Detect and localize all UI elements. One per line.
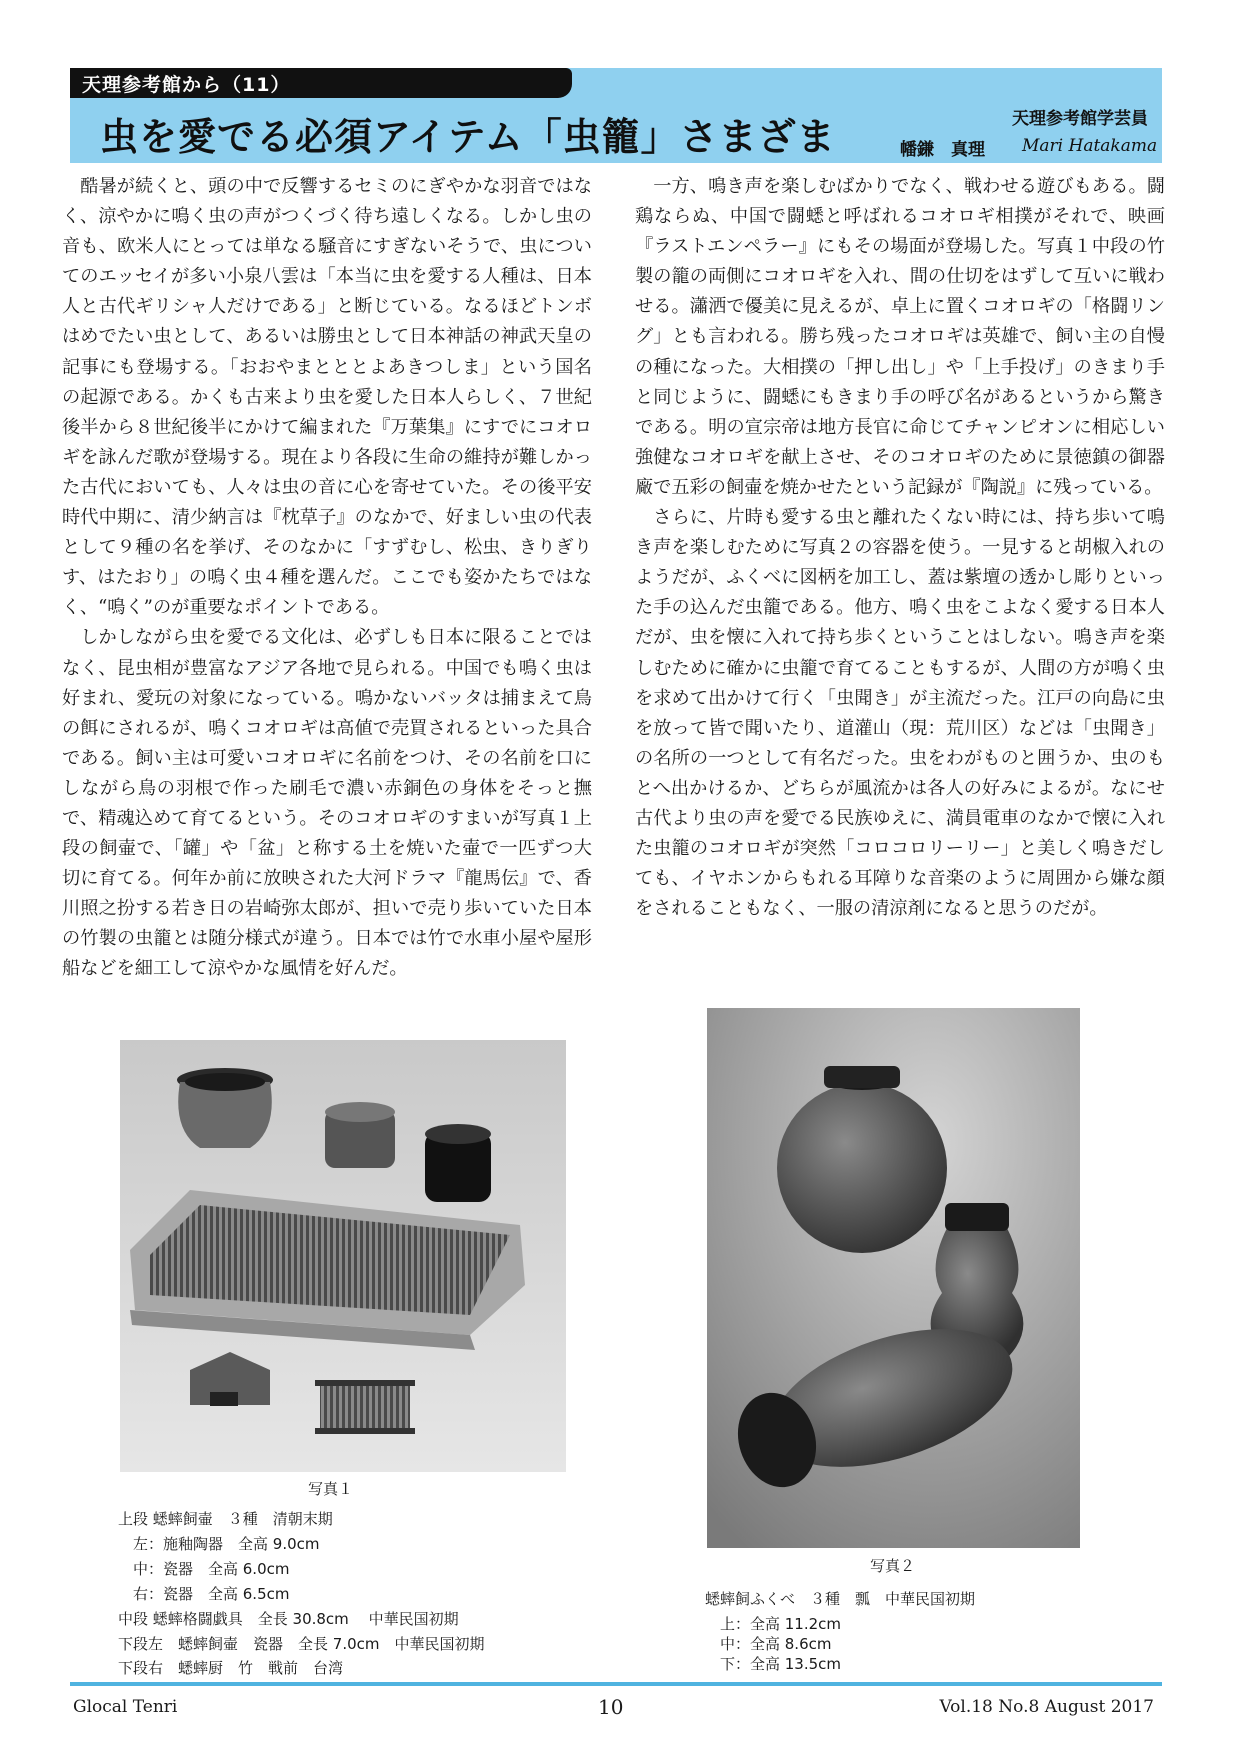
author-name-en: Mari Hatakama: [1022, 136, 1158, 156]
article-column-left: [62, 172, 592, 985]
footer-magazine-name: Glocal Tenri: [73, 1697, 178, 1717]
footer-rule: [70, 1682, 1162, 1686]
photo-1-caption-line: 右：瓷器 全高 6.5cm: [118, 1585, 290, 1603]
page-number: 10: [598, 1695, 624, 1719]
paragraph: しかしながら虫を愛でる文化は、必ずしも日本に限ることではなく、昆虫相が豊富なアジア各地で見られる。中国でも鳴く虫は好まれ、愛玩の対象になっている。鳴かないバッタは捕まえて鳥の餌にされるが、鳴くコオロギは高値で売買されるといった具合である。飼い主は可愛いコオロギに名前をつけ、その名前を口にしながら鳥の羽根で作った刷毛で濃い赤銅色の身体をそっと撫で、精魂込めて育てるという。そのコオロギのすまいが写真１上段の飼壷で、「罐」や「盆」と称する土を焼いた壷で一匹ずつ大切に育てる。何年か前に放映された大河ドラマ『龍馬伝』で、香川照之扮する若き日の岩崎弥太郎が、担いで売り歩いていた日本の竹製の虫籠とは随分様式が違う。日本では竹で水車小屋や屋形船などを細工して涼やかな風情を好んだ。: [62, 627, 592, 980]
photo-2-label: 写真２: [870, 1557, 916, 1575]
article-title: 虫を愛でる必須アイテム「虫籠」さまざま: [100, 114, 836, 159]
photo-2-caption-line: 下：全高 13.5cm: [705, 1655, 842, 1673]
photo-2-caption-line: 上：全高 11.2cm: [705, 1615, 842, 1633]
photo-2: [707, 1008, 1080, 1548]
paragraph: さらに、片時も愛する虫と離れたくない時には、持ち歩いて鳴き声を楽しむために写真２の容器を使う。一見すると胡椒入れのようだが、ふくべに図柄を加工し、蓋は紫壇の透かし彫りといった手の込んだ虫籠である。他方、鳴く虫をこよなく愛する日本人だが、虫を懐に入れて持ち歩くということはしない。鳴き声を楽しむために確かに虫籠で育てることもするが、人間の方が鳴く虫を求めて出かけて行く「虫聞き」が主流だった。江戸の向島に虫を放って皆で聞いたり、道灌山（現：荒川区）などは「虫聞き」の名所の一つとして有名だった。虫をわがものと囲うか、虫のもとへ出かけるか、どちらが風流かは各人の好みによるが。なにせ古代より虫の声を愛でる民族ゆえに、満員電車のなかで懐に入れた虫籠のコオロギが突然「コロコロリーリー」と美しく鳴きだしても、イヤホンからもれる耳障りな音楽のように周囲から嫌な顔をされることもなく、一服の清涼剤になると思うのだが。: [635, 507, 1165, 920]
photo-1-caption-line: 左：施釉陶器 全高 9.0cm: [118, 1535, 320, 1553]
author-affiliation: 天理参考館学芸員: [1012, 109, 1148, 129]
photo-1: [120, 1040, 566, 1472]
paragraph: 酷暑が続くと、頭の中で反響するセミのにぎやかな羽音ではなく、涼やかに鳴く虫の声がつくづく待ち遠しくなる。しかし虫の音も、欧米人にとっては単なる騒音にすぎないそうで、虫についてのエッセイが多い小泉八雲は「本当に虫を愛する人種は、日本人と古代ギリシャ人だけである」と断じている。なるほどトンボはめでたい虫として、あるいは勝虫として日本神話の神武天皇の記事にも登場する。「おおやまとととよあきつしま」という国名の起源である。かくも古来より虫を愛した日本人らしく、７世紀後半から８世紀後半にかけて編まれた『万葉集』にすでにコオロギを詠んだ歌が登場する。現在より各段に生命の維持が難しかった古代においても、人々は虫の音に心を寄せていた。その後平安時代中期に、清少納言は『枕草子』のなかで、好ましい虫の代表として９種の名を挙げ、そのなかに「すずむし、松虫、きりぎりす、はたおり」の鳴く虫４種を選んだ。ここでも姿かたちではなく、“鳴く”のが重要なポイントである。: [62, 176, 592, 619]
photo-1-caption-line: 上段 蟋蟀飼壷 ３種 清朝末期: [118, 1510, 333, 1528]
article-column-right: [635, 172, 1165, 924]
photo-2-caption-line: 蟋蟀飼ふくべ ３種 瓢 中華民国初期: [705, 1590, 976, 1608]
footer-issue: Vol.18 No.8 August 2017: [939, 1697, 1154, 1717]
author-name: 幡鎌 真理: [900, 140, 985, 160]
photo-1-label: 写真１: [308, 1480, 354, 1498]
photo-1-caption-line: 下段左 蟋蟀飼壷 瓷器 全長 7.0cm 中華民国初期: [118, 1635, 485, 1653]
photo-1-caption-line: 下段右 蟋蟀厨 竹 戦前 台湾: [118, 1659, 344, 1677]
photo-1-caption-line: 中：瓷器 全高 6.0cm: [118, 1560, 290, 1578]
paragraph: 一方、鳴き声を楽しむばかりでなく、戦わせる遊びもある。闘鶏ならぬ、中国で闘蟋と呼ばれるコオロギ相撲がそれで、映画『ラストエンペラー』にもその場面が登場した。写真１中段の竹製の籠の両側にコオロギを入れ、間の仕切をはずして互いに戦わせる。瀟洒で優美に見えるが、卓上に置くコオロギの「格闘リング」とも言われる。勝ち残ったコオロギは英雄で、飼い主の自慢の種になった。大相撲の「押し出し」や「上手投げ」のきまり手と同じように、闘蟋にもきまり手の呼び名があるというから驚きである。明の宣宗帝は地方長官に命じてチャンピオンに相応しい強健なコオロギを献上させ、そのコオロギのために景徳鎮の御器廠で五彩の飼壷を焼かせたという記録が『陶説』に残っている。: [635, 176, 1165, 498]
series-label: 天理参考館から（11）: [82, 74, 291, 96]
photo-1-caption-line: 中段 蟋蟀格闘戯具 全長 30.8cm 中華民国初期: [118, 1610, 459, 1628]
photo-2-caption-line: 中：全高 8.6cm: [705, 1635, 832, 1653]
